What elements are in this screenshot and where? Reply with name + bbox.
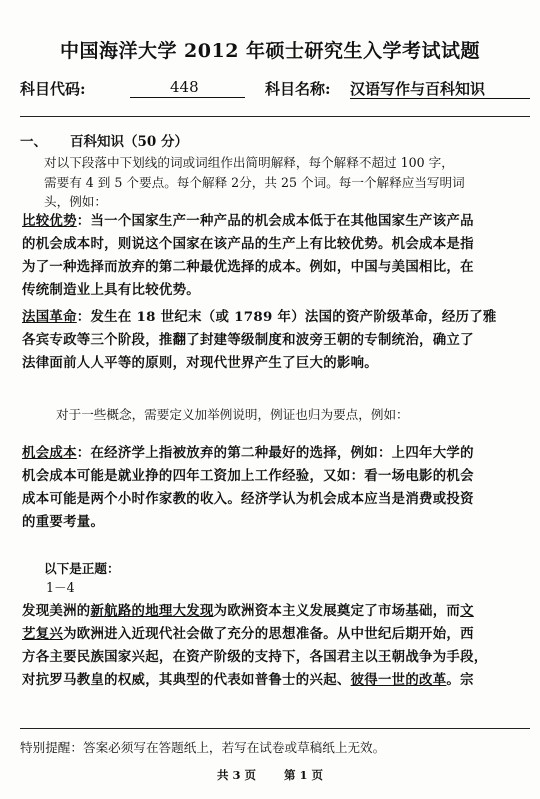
instructions	[44, 153, 520, 212]
page-number: 第 1 页	[284, 768, 324, 782]
underlined-term: 新航路的地理大发现	[90, 603, 214, 619]
example-term: 法国革命	[22, 309, 77, 325]
example-term: 机会成本	[22, 445, 77, 461]
concept-note: 对于一些概念，需要定义加举例说明，例证也归为要点，例如：	[56, 407, 409, 422]
example-line: 法律面前人人平等的原则，对现代世界产生了巨大的影响。	[22, 355, 378, 371]
example-line: ：当一个国家生产一种产品的机会成本低于在其他国家生产该产品	[76, 213, 474, 229]
section-number: 一、	[20, 134, 47, 150]
page-indicator	[0, 767, 540, 783]
subject-name-label: 科目名称:	[265, 80, 331, 98]
example-line: 的重要考量。	[22, 514, 105, 530]
footer-divider	[20, 728, 530, 729]
passage-text: 。宗	[446, 672, 474, 688]
subject-name-value: 汉语写作与百科知识	[350, 78, 530, 99]
passage-text: 方各主要民族国家兴起，在资产阶级的支持下，各国君主以王朝战争为手段，	[22, 649, 488, 665]
example-line: 机会成本可能是就业挣的四年工资加上工作经验，又如：看一场电影的机会	[22, 468, 474, 484]
instruction-line: 对以下段落中下划线的词或词组作出简明解释，每个解释不超过 100 字，	[44, 155, 454, 170]
section-title: 百科知识（50 分）	[70, 134, 188, 150]
passage-text: 对抗罗马教皇的权威，其典型的代表如普鲁士的兴起、	[22, 672, 351, 688]
passage-text: 为欧洲进入近现代社会做了充分的思想准备。从中世纪后期开始，西	[63, 626, 474, 642]
main-passage	[22, 600, 522, 692]
page-title: 中国海洋大学 2012 年硕士研究生入学考试试题	[59, 40, 481, 62]
question-range: 1－4	[46, 580, 75, 595]
example-line: 传统制造业上具有比较优势。	[22, 282, 200, 298]
example-term: 比较优势	[22, 213, 77, 229]
instruction-line: 需要有 4 到 5 个要点。每个解释 2分，共 25 个词。每一个解释应当写明词	[44, 174, 465, 190]
example-line: 为了一种选择而放弃的第二种最优选择的成本。例如，中国与美国相比，在	[22, 259, 474, 275]
main-heading: 以下是正题：	[44, 561, 120, 576]
underlined-term: 彼得一世的改革	[350, 672, 447, 688]
footer-notice: 特别提醒：答案必须写在答题纸上，若写在试卷或草稿纸上无效。	[20, 740, 386, 755]
instruction-line: 头，例如：	[44, 194, 107, 209]
example-opportunity-cost	[22, 442, 522, 534]
header-divider	[20, 116, 530, 117]
underlined-term: 文	[460, 603, 474, 619]
example-line: ：在经济学上指被放弃的第二种最好的选择，例如：上四年大学的	[76, 445, 474, 461]
underlined-term: 艺复兴	[22, 626, 64, 642]
example-line: 的机会成本时，则说这个国家在该产品的生产上有比较优势。机会成本是指	[22, 236, 474, 252]
passage-text: 为欧洲资本主义发展奠定了市场基础，而	[213, 603, 461, 619]
example-comparative-advantage	[22, 210, 522, 302]
subject-code-label: 科目代码:	[20, 80, 86, 98]
total-pages: 共 3 页	[216, 768, 256, 782]
example-line: 成本可能是两个小时作家教的收入。经济学认为机会成本应当是消费或投资	[22, 491, 474, 507]
passage-text: 发现美洲的	[22, 603, 91, 619]
subject-code-value: 448	[130, 78, 245, 98]
example-line: 各宾专政等三个阶段，推翻了封建等级制度和波旁王朝的专制统治，确立了	[22, 332, 474, 348]
section-heading	[20, 130, 188, 150]
example-line: ：发生在 18 世纪末（或 1789 年）法国的资产阶级革命，经历了雅	[76, 309, 497, 325]
example-french-revolution	[22, 306, 522, 375]
